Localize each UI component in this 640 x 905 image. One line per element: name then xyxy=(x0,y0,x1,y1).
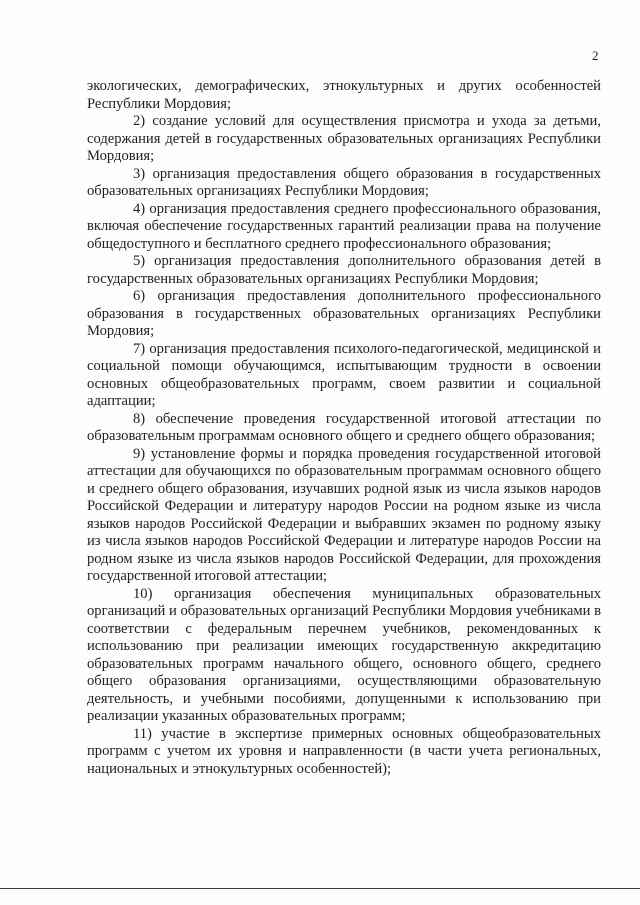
page-bottom-divider xyxy=(0,888,640,889)
list-item-8: 8) обеспечение проведения государственной итоговой аттестации по образовательным программам основного общего и среднего общего образования; xyxy=(87,410,601,444)
list-item-5: 5) организация предоставления дополнительного образования детей в государственных образовательных организациях Республики Мордовия; xyxy=(87,253,601,287)
list-item-2: 2) создание условий для осуществления присмотра и ухода за детьми, содержания детей в государственных образовательных организациях Республики Мордовия; xyxy=(87,113,601,164)
list-item-10: 10) организация обеспечения муниципальных образовательных организаций и образовательных организаций Республики Мордовия учебниками в соответствии с федеральным перечнем учебников, рекомендованных к использованию при реализации имеющих государственную аккредитацию образовательных программ начального общего, основного общего, среднего общего образования организациями, осуществляющими образовательную деятельность, и учебными пособиями, допущенными к использованию при реализации указанных образовательных программ; xyxy=(87,585,601,724)
list-item-3: 3) организация предоставления общего образования в государственных образовательных организациях Республики Мордовия; xyxy=(87,165,601,199)
list-item-6: 6) организация предоставления дополнительного профессионального образования в государственных образовательных организациях Республики Мордовия; xyxy=(87,288,601,339)
page-number: 2 xyxy=(592,48,599,63)
list-item-11: 11) участие в экспертизе примерных основных общеобразовательных программ с учетом их уровня и направленности (в части учета региональных, национальных и этнокультурных особенностей); xyxy=(87,725,601,777)
list-item-4: 4) организация предоставления среднего профессионального образования, включая обеспечение государственных гарантий реализации права на получение общедоступного и бесплатного среднего профессионального образования; xyxy=(87,200,601,252)
list-item-7: 7) организация предоставления психолого-педагогической, медицинской и социальной помощи обучающимся, испытывающим трудности в освоении основных общеобразовательных программ, своем развитии и социальной адаптации; xyxy=(87,340,601,409)
paragraph-continuation: экологических, демографических, этнокультурных и других особенностей Республики Мордовия; xyxy=(87,78,601,112)
document-body xyxy=(87,78,601,778)
list-item-9: 9) установление формы и порядка проведения государственной итоговой аттестации для обучающихся по образовательным программам основного общего и среднего общего образования, изучавших родной язык из числа языков народов Российской Федерации и литературу народов России на родном языке из числа языков народов Российской Федерации и выбравших экзамен по родному языку из числа языков народов Российской Федерации и литературе народов России на родном языке из числа языков народов Российской Федерации, для прохождения государственной итоговой аттестации; xyxy=(87,445,601,584)
